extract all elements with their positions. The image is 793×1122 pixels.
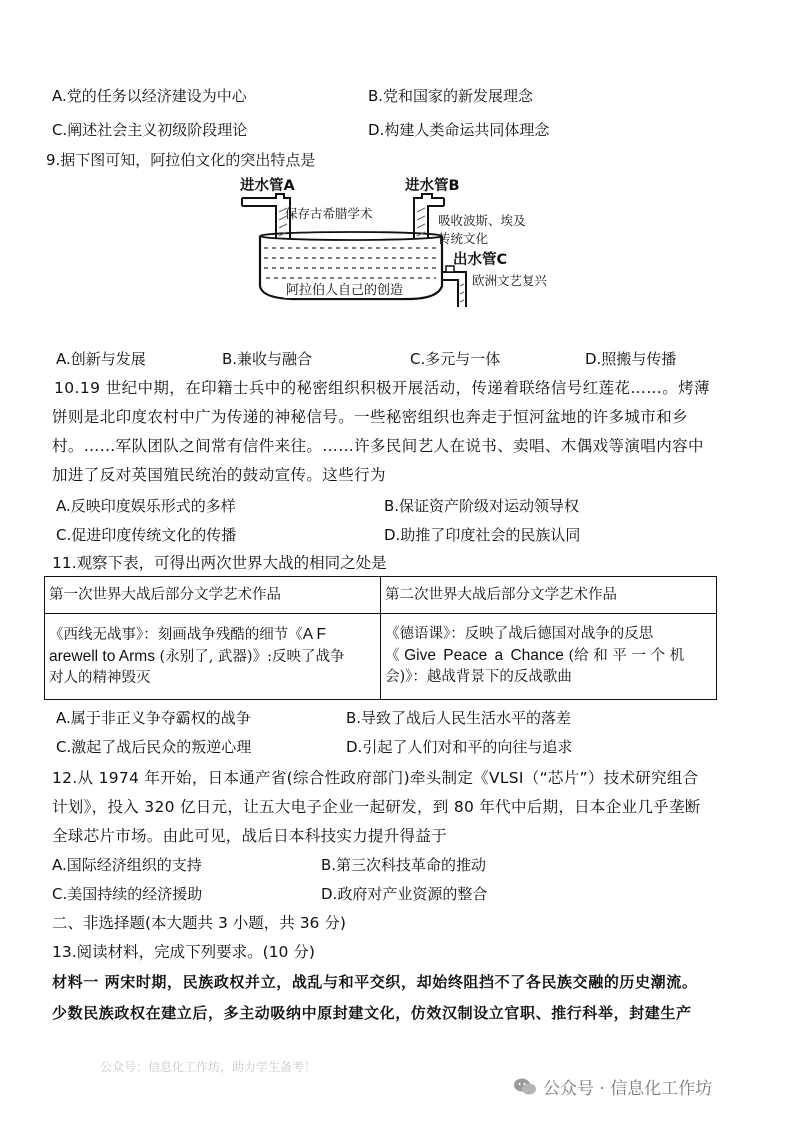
- q11-option-c: C.激起了战后民众的叛逆心理: [56, 738, 252, 756]
- ww1-line-2b: (永别了, 武器)》:反映了战争: [154, 649, 345, 665]
- pipe-b-note-1: 吸收波斯、埃及: [438, 213, 526, 228]
- q9-option-d: D.照搬与传播: [585, 350, 677, 368]
- section-2-heading: 二、非选择题(本大题共 3 小题，共 36 分): [52, 914, 346, 932]
- pipe-b-label: 进水管B: [405, 178, 460, 194]
- q12-stem-line-3: 全球芯片市场。由此可见，战后日本科技实力提升得益于: [52, 827, 448, 845]
- q13-material-1-line-2: 少数民族政权在建立后，多主动吸纳中原封建文化，仿效汉制设立官职、推行科举，封建生产: [52, 1004, 692, 1022]
- q12-option-b: B.第三次科技革命的推动: [321, 856, 487, 874]
- q11-option-b: B.导致了战后人民生活水平的落差: [346, 709, 572, 727]
- q8-option-d: D.构建人类命运共同体理念: [368, 121, 550, 139]
- q13-material-1-line-1: 材料一 两宋时期，民族政权并立，战乱与和平交织，却始终阻挡不了各民族交融的历史潮流。: [52, 973, 698, 991]
- q10-option-a: A.反映印度娱乐形式的多样: [56, 497, 236, 515]
- pipe-a-note: 保存古希腊学术: [285, 206, 373, 221]
- watermark-text: 公众号 · 信息化工作坊: [543, 1079, 713, 1099]
- ww2-line-2b: Give Peace a Chance: [404, 647, 564, 664]
- q10-stem-line-2: 饼则是北印度农村中广为传递的神秘信号。一些秘密组织也奔走于恒河盆地的许多城市和乡: [52, 408, 689, 426]
- q12-option-a: A.国际经济组织的支持: [52, 856, 202, 874]
- q12-stem-line-1: 12.从 1974 年开始，日本通产省(综合性政府部门)牵头制定《VLSI（“芯片”）技术研究组合: [52, 769, 699, 787]
- culture-water-tank-diagram: [232, 168, 572, 313]
- watermark: [513, 1074, 712, 1099]
- q10-option-c: C.促进印度传统文化的传播: [56, 526, 237, 544]
- q9-stem: 9.据下图可知，阿拉伯文化的突出特点是: [46, 151, 316, 169]
- ww2-line-2a: 《: [385, 648, 405, 664]
- q10-stem-line-1: 10.19 世纪中期，在印籍士兵中的秘密组织积极开展活动，传递着联络信号红莲花……。烤薄: [54, 379, 710, 397]
- ww1-line-1b: A F: [302, 626, 327, 643]
- q10-stem-line-4: 加进了反对英国殖民统治的鼓动宣传。这些行为: [52, 466, 386, 484]
- pipe-a-label: 进水管A: [240, 178, 295, 194]
- wechat-icon: [513, 1077, 537, 1097]
- ww2-line-3: 会)》：越战背景下的反战歌曲: [385, 669, 572, 685]
- ww1-line-2a: arewell to Arms: [49, 648, 155, 665]
- q11-option-a: A.属于非正义争夺霸权的战争: [56, 709, 251, 727]
- pipe-c-label: 出水管C: [453, 252, 508, 268]
- q12-option-c: C.美国持续的经济援助: [52, 885, 203, 903]
- q10-option-b: B.保证资产阶级对运动领导权: [384, 497, 580, 515]
- q9-option-c: C.多元与一体: [410, 350, 501, 368]
- ww2-line-1: 《德语课》：反映了战后德国对战争的反思: [385, 626, 654, 642]
- q9-option-b: B.兼收与融合: [222, 350, 313, 368]
- q9-option-a: A.创新与发展: [56, 350, 146, 368]
- ww-literature-table: [44, 576, 717, 700]
- ww1-line-3: 对人的精神毁灭: [49, 670, 151, 686]
- table-cell-ww2-works: [381, 614, 717, 700]
- q8-option-c: C.阐述社会主义初级阶段理论: [52, 121, 248, 139]
- q11-option-d: D.引起了人们对和平的向往与追求: [346, 738, 573, 756]
- q12-stem-line-2: 计划》，投入 320 亿日元，让五大电子企业一起研发，到 80 年代中后期，日本企业几乎垄断: [52, 798, 701, 816]
- q8-option-a: A.党的任务以经济建设为中心: [52, 87, 247, 105]
- q11-stem: 11.观察下表，可得出两次世界大战的相同之处是: [52, 554, 387, 572]
- ww1-line-1a: 《西线无战事》：刻画战争残酷的细节《: [49, 627, 303, 643]
- q13-stem: 13.阅读材料，完成下列要求。(10 分): [52, 943, 315, 961]
- table-header-ww1: 第一次世界大战后部分文学艺术作品: [45, 577, 381, 614]
- footer-note: 公众号：信息化工作坊，助力学生备考！: [100, 1060, 317, 1074]
- tank-label: 阿拉伯人自己的创造: [284, 279, 405, 298]
- table-header-ww2: 第二次世界大战后部分文学艺术作品: [381, 577, 717, 614]
- q12-option-d: D.政府对产业资源的整合: [321, 885, 488, 903]
- table-cell-ww1-works: [45, 614, 381, 700]
- q10-option-d: D.助推了印度社会的民族认同: [384, 526, 581, 544]
- ww2-line-2c: (给 和 平 一 个 机: [563, 648, 685, 664]
- pipe-c-note: 欧洲文艺复兴: [472, 273, 548, 288]
- pipe-b-note-2: 传统文化: [438, 231, 489, 246]
- q10-stem-line-3: 村。……军队团队之间常有信件来往。……许多民间艺人在说书、卖唱、木偶戏等演唱内容中: [52, 437, 704, 455]
- q8-option-b: B.党和国家的新发展理念: [368, 87, 534, 105]
